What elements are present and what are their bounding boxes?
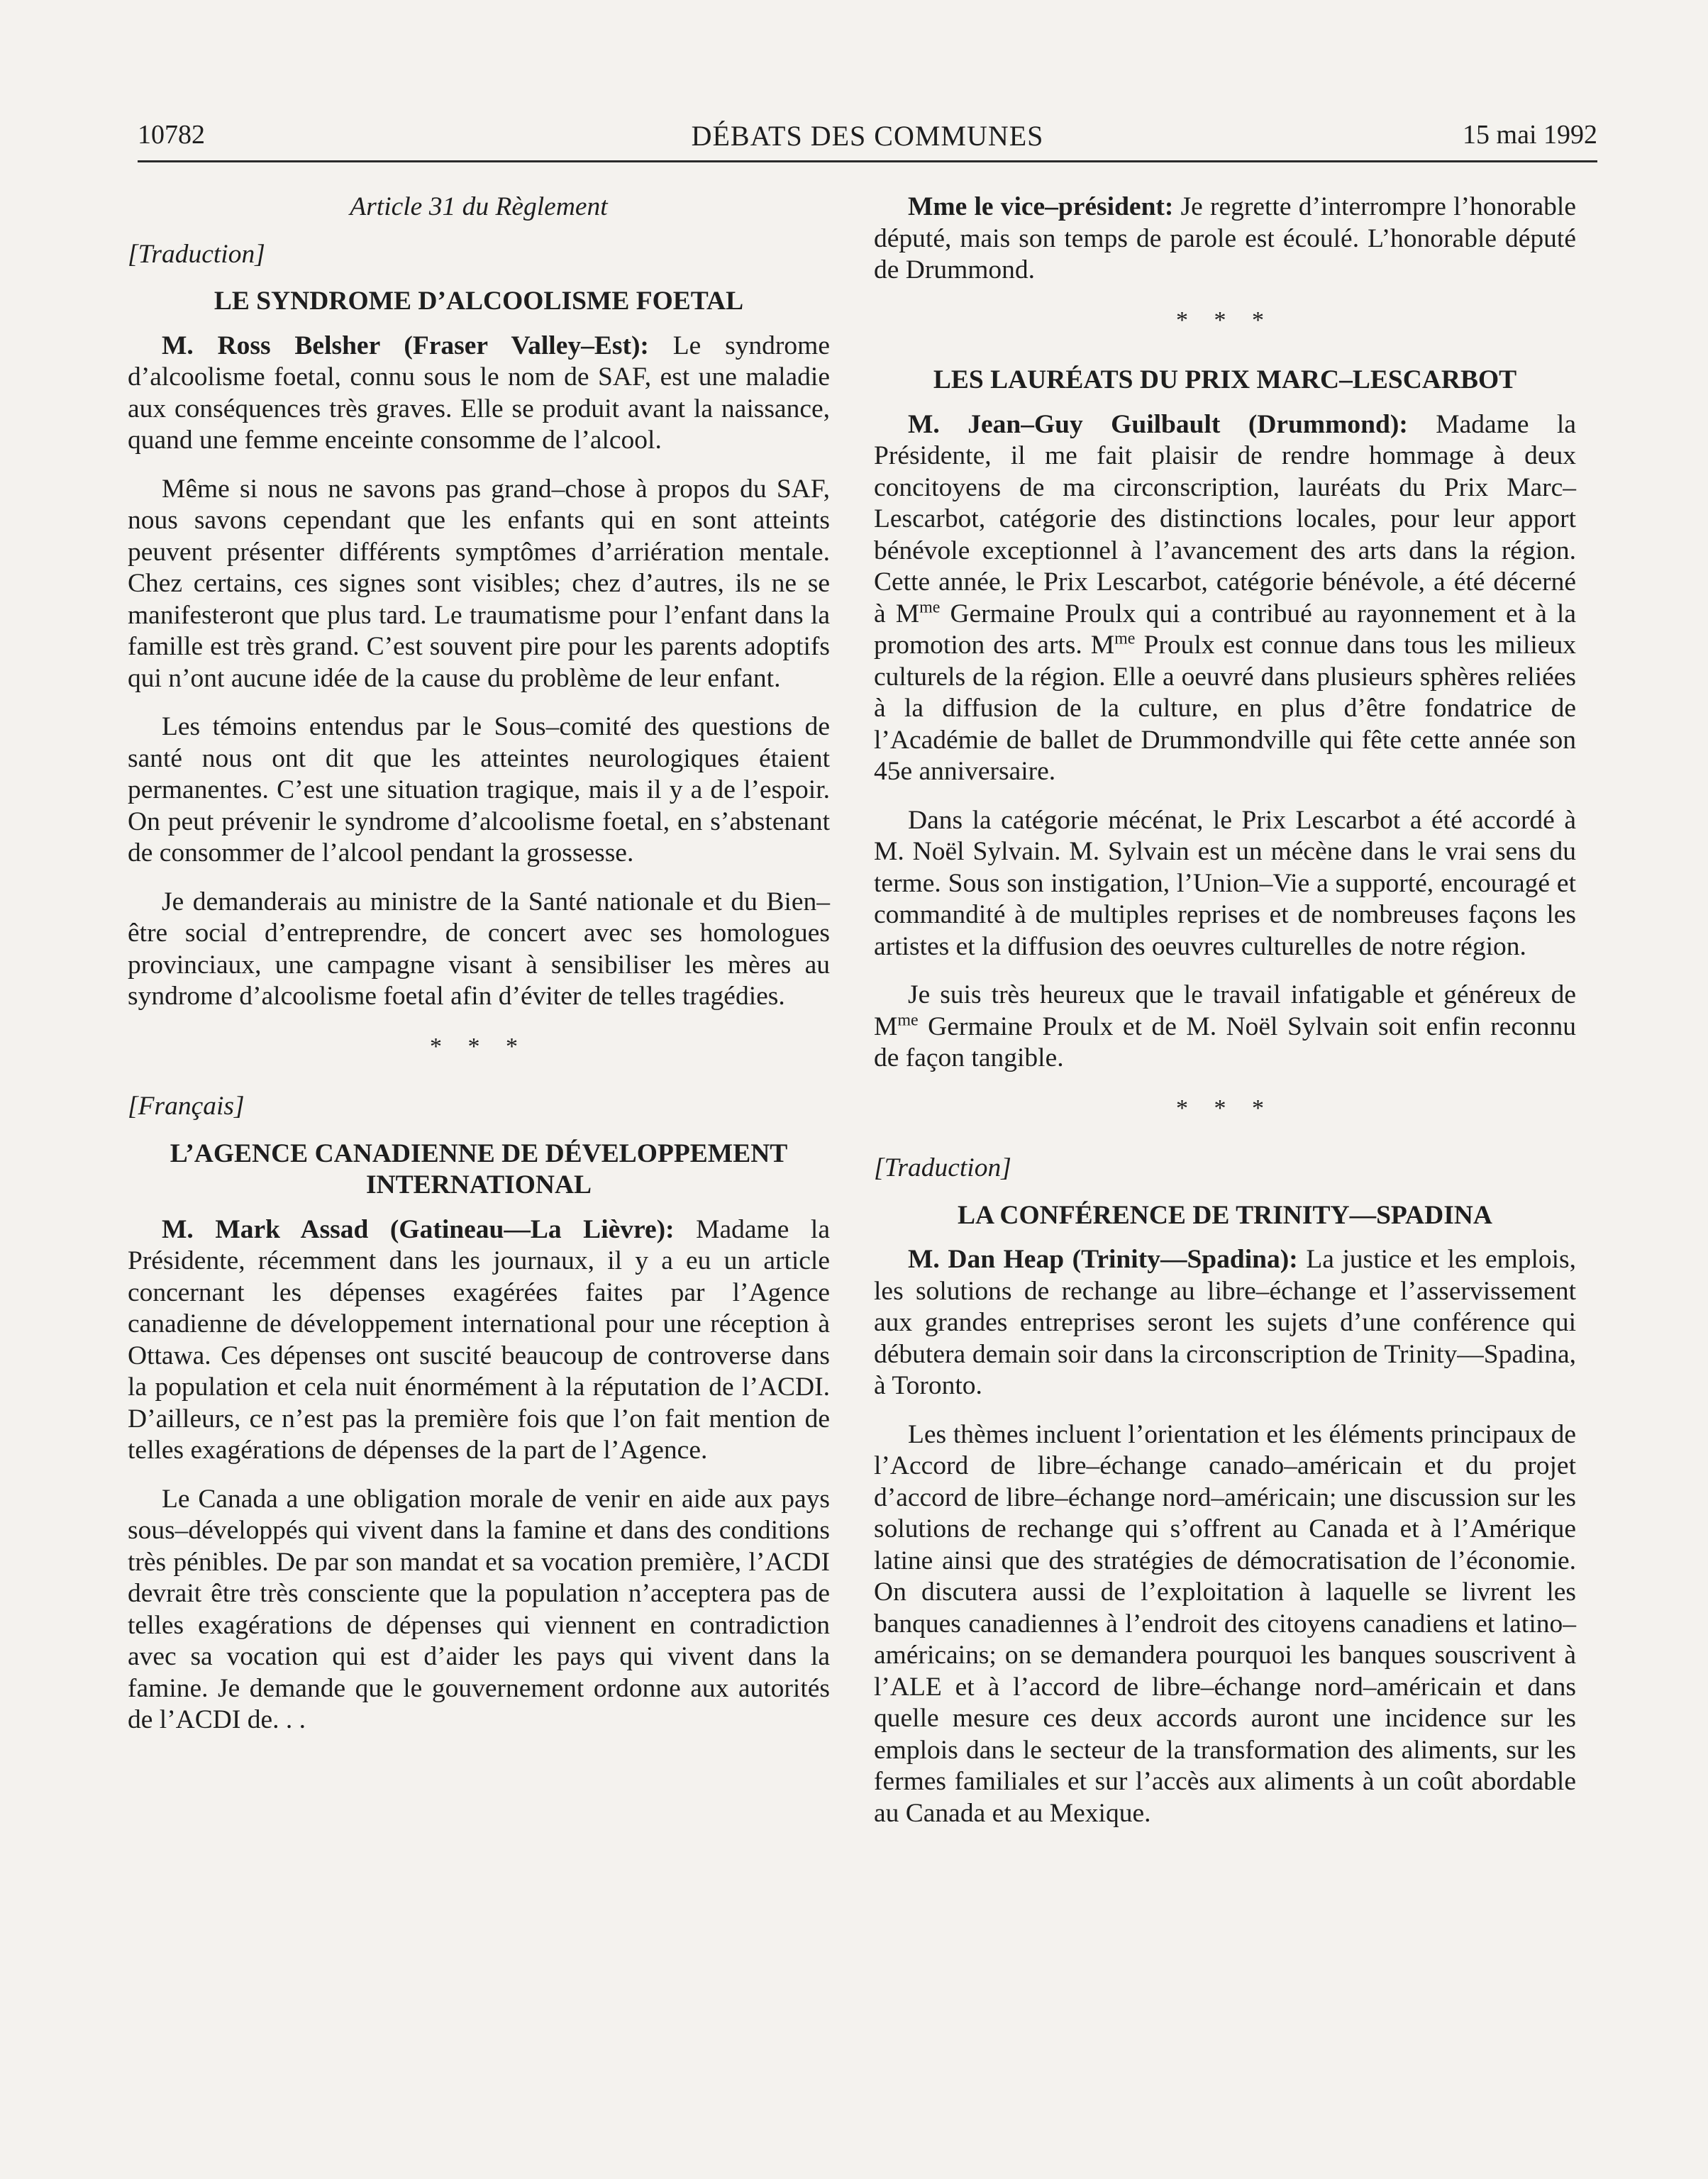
paragraph: Le Canada a une obligation morale de venir en aide aux pays sous–développés qui vivent dans la famine et dans des conditions très pénibles. De par son mandat et sa vocation première, l’ACDI devrait être très consciente que la population n’acceptera pas de telles exagérations de dépenses qui viennent en contradiction avec sa vocation qui est d’aider les pays qui vivent dans la famine. Je demande que le gouvernement ordonne aux autorités de l’ACDI de. . . [128, 1484, 830, 1734]
paragraph [874, 1244, 1576, 1402]
speech-text: Proulx est connue dans tous les milieux culturels de la région. Elle a oeuvré dans plusieurs sphères reliées à la diffusion de la culture, en plus d’être fondatrice de l’Académie de ballet de Drummondville qui fête cette année son 45e anniversaire. [874, 631, 1576, 786]
paragraph [874, 192, 1576, 287]
page-number: 10782 [138, 120, 205, 150]
language-note: [Français] [128, 1092, 245, 1121]
paragraph [128, 1214, 830, 1467]
language-note: [Traduction] [128, 239, 265, 269]
paragraph: Je demanderais au ministre de la Santé nationale et du Bien–être social d’entreprendre, de concert avec ses homologues provinciaux, une campagne visant à sensibiliser les mères au syndrome d’alcoolisme foetal afin d’éviter de telles tragédies. [128, 887, 830, 1011]
section-heading-acdi [128, 1138, 830, 1202]
paragraph [874, 409, 1576, 788]
left-column [128, 192, 830, 1753]
standing-order-label: Article 31 du Règlement [350, 192, 608, 221]
publication-title: DÉBATS DES COMMUNES [691, 120, 1044, 152]
speech-text: Je regrette d’interrompre l’honorable député, mais son temps de parole est écoulé. L’honorable député de Drummond. [874, 192, 1576, 284]
speaker-name: M. Jean–Guy Guilbault (Drummond): [908, 409, 1408, 439]
superscript: me [919, 598, 941, 616]
paragraph [874, 980, 1576, 1075]
speaker-name: M. Ross Belsher (Fraser Valley–Est): [162, 331, 649, 360]
speaker-name: M. Dan Heap (Trinity—Spadina): [908, 1245, 1298, 1274]
language-note: [Traduction] [874, 1153, 1011, 1182]
heading-line: INTERNATIONAL [365, 1170, 592, 1199]
speaker-name: Mme le vice–président: [908, 192, 1174, 221]
speech-text: Germaine Proulx qui a contribué au rayonnement et à la promotion des arts. M [874, 599, 1576, 660]
section-heading-lescarbot: LES LAURÉATS DU PRIX MARC–LESCARBOT [933, 365, 1517, 394]
heading-line: L’AGENCE CANADIENNE DE DÉVELOPPEMENT [170, 1138, 788, 1168]
publication-date: 15 mai 1992 [1463, 120, 1597, 150]
speech-text: Madame la Présidente, il me fait plaisir de rendre hommage à deux concitoyens de ma circonscription, lauréats du Prix Marc–Lescarbot, catégorie des distinctions locales, pour leur apport bénévole exceptionnel à l’avancement des arts dans la région. Cette année, le Prix Lescarbot, catégorie bénévole, a été décerné à M [874, 409, 1576, 628]
speech-text: Madame la Présidente, récemment dans les journaux, il y a eu un article concernant les dépenses exagérées faites par l’Agence canadienne de développement international pour une réception à Ottawa. Ces dépenses ont suscité beaucoup de controverse dans la population et cela nuit énormément à la réputation de l’ACDI. D’ailleurs, ce n’est pas la première fois que l’on fait mention de telles exagérations de dépenses de la part de l’Agence. [128, 1214, 830, 1465]
section-separator: * * * [1176, 306, 1274, 333]
paragraph: Dans la catégorie mécénat, le Prix Lescarbot a été accordé à M. Noël Sylvain. M. Sylvain est un mécène dans le vrai sens du terme. Sous son instigation, l’Union–Vie a supporté, encouragé et commandité à de multiples reprises et de nombreuses façons les artistes et la diffusion des oeuvres culturelles de notre région. [874, 805, 1576, 961]
right-column [874, 192, 1576, 1846]
speech-text: Je suis très heureux que le travail infatigable et généreux de M [874, 980, 1576, 1041]
paragraph: Les témoins entendus par le Sous–comité des questions de santé nous ont dit que les atteintes neurologiques étaient permanentes. C’est une situation tragique, mais il y a de l’espoir. On peut prévenir le syndrome d’alcoolisme foetal, en s’abstenant de consommer de l’alcool pendant la grossesse. [128, 712, 830, 867]
paragraph: Les thèmes incluent l’orientation et les éléments principaux de l’Accord de libre–échange canado–américain et du projet d’accord de libre–échange nord–américain; une discussion sur les solutions de rechange qui s’offrent au Canada et à l’Amérique latine ainsi que des stratégies de démocratisation de l’économie. On discutera aussi de l’exploitation à laquelle se livrent les banques canadiennes à l’endroit des citoyens canadiens et latino–américains; on se demandera pourquoi les banques souscrivent à l’ALE et à l’accord de libre–échange nord–américain et dans quelle mesure ces deux accords auront une incidence sur les emplois dans le secteur de la transformation des aliments, sur les fermes familiales et sur l’accès aux aliments à un coût abordable au Canada et au Mexique. [874, 1419, 1576, 1828]
speech-text: Germaine Proulx et de M. Noël Sylvain soit enfin reconnu de façon tangible. [874, 1011, 1576, 1072]
section-heading-trinity: LA CONFÉRENCE DE TRINITY—SPADINA [958, 1200, 1492, 1230]
superscript: me [897, 1011, 919, 1029]
superscript: me [1114, 629, 1136, 648]
speech-text: La justice et les emplois, les solutions de rechange au libre–échange et l’asservissement aux grandes entreprises seront les sujets d’une conférence qui débutera demain soir dans la circonscription de Trinity—Spadina, à Toronto. [874, 1245, 1577, 1400]
paragraph: Même si nous ne savons pas grand–chose à propos du SAF, nous savons cependant que les enfants qui en sont atteints peuvent présenter différents symptômes d’arriération mentale. Chez certains, ces signes sont visibles; chez d’autres, ils ne se manifesteront que plus tard. Le traumatisme pour l’enfant dans la famille est très grand. C’est souvent pire pour les parents adoptifs qui n’ont aucune idée de la cause du problème de leur enfant. [128, 474, 830, 693]
section-separator: * * * [1176, 1094, 1274, 1121]
paragraph [128, 331, 830, 457]
speech-text: Le syndrome d’alcoolisme foetal, connu sous le nom de SAF, est une maladie aux conséquences très graves. Elle se produit avant la naissance, quand une femme enceinte consomme de l’alcool. [128, 331, 830, 455]
section-separator: * * * [430, 1033, 528, 1060]
speaker-name: M. Mark Assad (Gatineau—La Lièvre): [162, 1214, 675, 1244]
page-header [138, 119, 1597, 162]
section-heading-fas: LE SYNDROME D’ALCOOLISME FOETAL [214, 287, 744, 316]
